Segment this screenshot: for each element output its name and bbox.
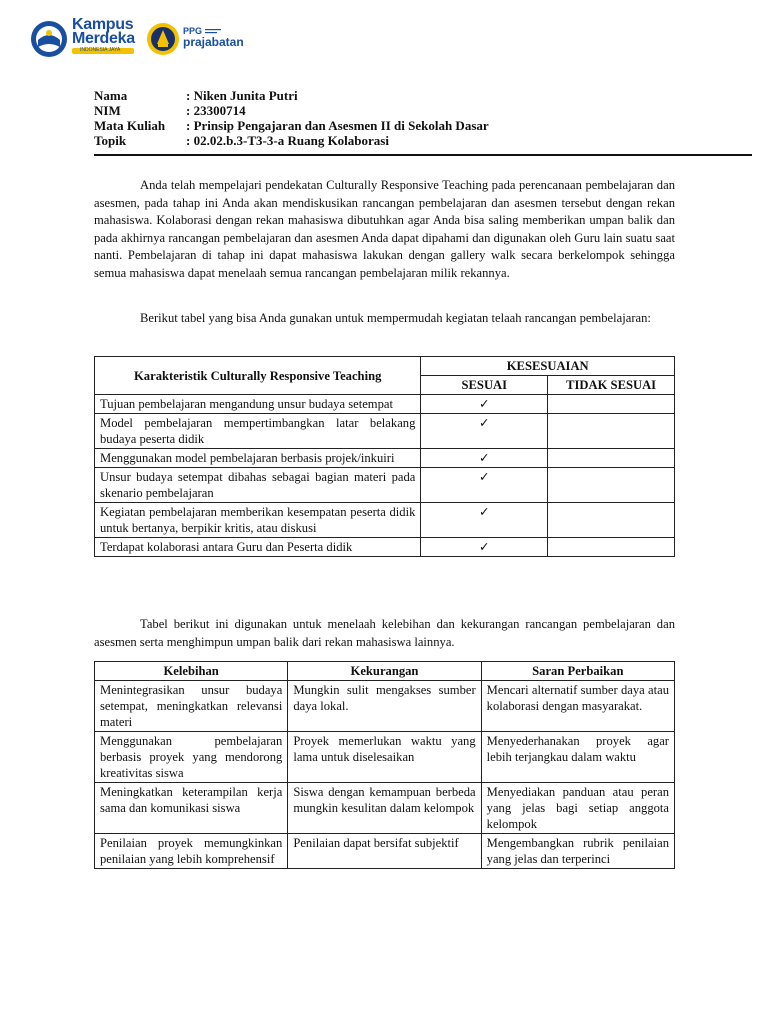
saran-cell: Mengembangkan rubrik penilaian yang jelas dan terperinci (481, 834, 674, 869)
feedback-table (94, 661, 675, 869)
kampus-merdeka-wordmark: Kampus Merdeka (72, 16, 135, 47)
kampus-merdeka-tagline-bar: INDONESIA JAYA (72, 48, 134, 54)
saran-cell: Mencari alternatif sumber daya atau kolaborasi dengan masyarakat. (481, 681, 674, 732)
nim-value: : 23300714 (186, 103, 246, 118)
table-row (95, 538, 675, 557)
check-icon: ✓ (421, 538, 548, 557)
check-icon: ✓ (421, 503, 548, 538)
intro-paragraph: Anda telah mempelajari pendekatan Culturally Responsive Teaching pada perencanaan pembelajaran dan asesmen, pada tahap ini Anda akan mendiskusikan rancangan pembelajaran dan asesmen tersebut dengan rekan mahasiswa. Kolaborasi dengan rekan mahasiswa dibutuhkan agar Anda bisa saling memberikan umpan balik dan pada akhirnya rancangan pembelajaran dan asesmen Anda dapat dipahami dan digunakan oleh Guru lain suatu saat nanti. Pembelajaran di tahap ini dapat mahasiswa lakukan dengan gallery walk secara berkelompok sehingga semua mahasiswa dapat menelaah semua rancangan pembelajaran milik rekannya. (94, 178, 675, 280)
table1-intro-paragraph: Berikut tabel yang bisa Anda gunakan untuk mempermudah kegiatan telaah rancangan pembelajaran: (140, 311, 651, 325)
table-row (95, 783, 675, 834)
topik-label: Topik (94, 133, 127, 148)
kelebihan-cell: Menggunakan pembelajaran berbasis proyek yang mendorong kreativitas siswa (95, 732, 288, 783)
criterion-cell: Unsur budaya setempat dibahas sebagai bagian materi pada skenario pembelajaran (95, 468, 421, 503)
table-row (95, 732, 675, 783)
mata-kuliah-value: : Prinsip Pengajaran dan Asesmen II di Sekolah Dasar (186, 118, 489, 133)
kampus-merdeka-logo-icon (30, 20, 68, 58)
kelebihan-cell: Penilaian proyek memungkinkan penilaian yang lebih komprehensif (95, 834, 288, 869)
table-row (95, 449, 675, 468)
mata-kuliah-label: Mata Kuliah (94, 118, 166, 133)
info-row-topik (94, 133, 489, 148)
tidak-sesuai-cell (548, 468, 675, 503)
criterion-cell: Menggunakan model pembelajaran berbasis projek/inkuiri (95, 449, 421, 468)
table2-intro-paragraph: Tabel berikut ini digunakan untuk menelaah kelebihan dan kekurangan rancangan pembelajaran dan asesmen serta menghimpun umpan balik dari rekan mahasiswa lainnya. (94, 617, 675, 649)
table-row (95, 834, 675, 869)
criterion-cell: Tujuan pembelajaran mengandung unsur budaya setempat (95, 395, 421, 414)
kelebihan-cell: Meningkatkan keterampilan kerja sama dan komunikasi siswa (95, 783, 288, 834)
table2-header-row (95, 662, 675, 681)
header-logos (30, 18, 260, 62)
nama-value: : Niken Junita Putri (186, 88, 298, 103)
criterion-cell: Terdapat kolaborasi antara Guru dan Peserta didik (95, 538, 421, 557)
tidak-sesuai-cell (548, 414, 675, 449)
table1-header-characteristics: Karakteristik Culturally Responsive Teaching (95, 357, 421, 395)
table1-header-sesuai: SESUAI (421, 376, 548, 395)
table-row (95, 414, 675, 449)
ppg-prajabatan-logo: PPG prajabatan (183, 26, 244, 49)
table2-header-kekurangan: Kekurangan (288, 662, 481, 681)
kekurangan-cell: Proyek memerlukan waktu yang lama untuk diselesaikan (288, 732, 481, 783)
kekurangan-cell: Mungkin sulit mengakses sumber daya lokal. (288, 681, 481, 732)
saran-cell: Menyederhanakan proyek agar lebih terjangkau dalam waktu (481, 732, 674, 783)
table2-header-kelebihan: Kelebihan (95, 662, 288, 681)
student-info (94, 88, 489, 148)
university-emblem-icon (146, 20, 180, 58)
ppg-lines-icon (205, 28, 223, 36)
check-icon: ✓ (421, 449, 548, 468)
nim-label: NIM (94, 103, 121, 118)
kekurangan-cell: Penilaian dapat bersifat subjektif (288, 834, 481, 869)
saran-cell: Menyediakan panduan atau peran yang jelas bagi setiap anggota kelompok (481, 783, 674, 834)
kekurangan-cell: Siswa dengan kemampuan berbeda mungkin kesulitan dalam kelompok (288, 783, 481, 834)
tidak-sesuai-cell (548, 395, 675, 414)
tidak-sesuai-cell (548, 449, 675, 468)
header-divider (94, 154, 752, 156)
topik-value: : 02.02.b.3-T3-3-a Ruang Kolaborasi (186, 133, 389, 148)
info-row-nama (94, 88, 489, 103)
info-row-mata-kuliah (94, 118, 489, 133)
check-icon: ✓ (421, 395, 548, 414)
table-row (95, 468, 675, 503)
check-icon: ✓ (421, 468, 548, 503)
table-row (95, 395, 675, 414)
kelebihan-cell: Menintegrasikan unsur budaya setempat, meningkatkan relevansi materi (95, 681, 288, 732)
tidak-sesuai-cell (548, 503, 675, 538)
check-icon: ✓ (421, 414, 548, 449)
info-row-nim (94, 103, 489, 118)
table1-header-tidak-sesuai: TIDAK SESUAI (548, 376, 675, 395)
tidak-sesuai-cell (548, 538, 675, 557)
table1-header-kesesuaian: KESESUAIAN (421, 357, 675, 376)
table-row (95, 503, 675, 538)
criterion-cell: Kegiatan pembelajaran memberikan kesempatan peserta didik untuk bertanya, berpikir kritis, atau diskusi (95, 503, 421, 538)
table-row (95, 681, 675, 732)
criterion-cell: Model pembelajaran mempertimbangkan latar belakang budaya peserta didik (95, 414, 421, 449)
crt-characteristics-table (94, 356, 675, 557)
table2-header-saran: Saran Perbaikan (481, 662, 674, 681)
nama-label: Nama (94, 88, 128, 103)
table1-header-row (95, 357, 675, 376)
